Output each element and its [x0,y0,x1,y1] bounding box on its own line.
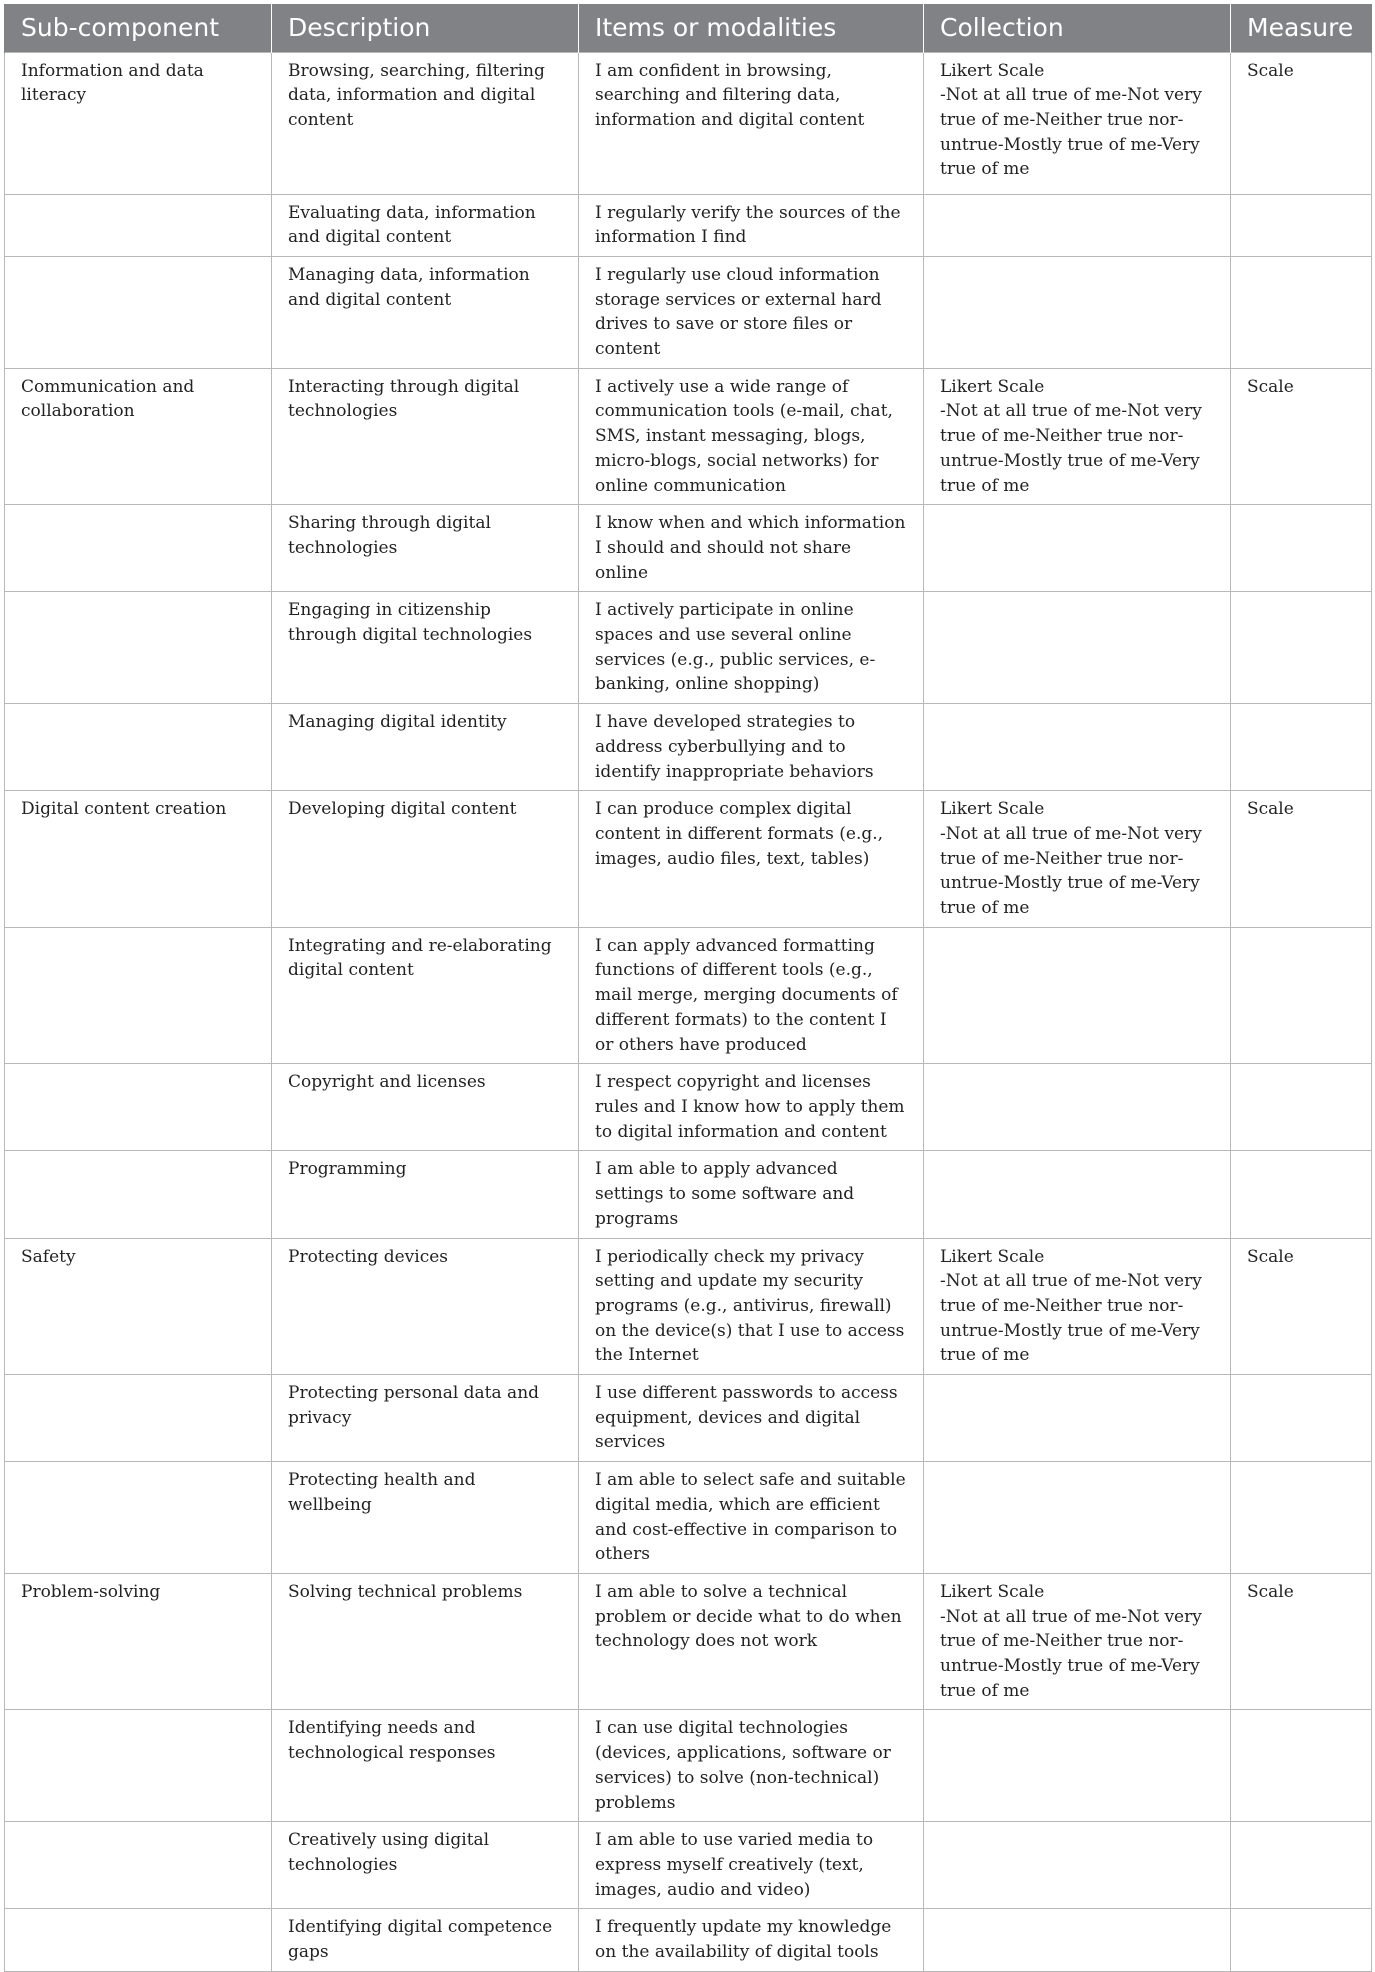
cell-item: I actively participate in online spaces and use several online services (e.g., public services, e-banking, online shopping) [579,592,924,704]
header-sub-component: Sub-component [5,4,272,52]
cell-measure [1231,256,1372,368]
competence-table [4,4,1372,1972]
table-row [5,704,1372,791]
cell-item: I can apply advanced formatting functions of different tools (e.g., mail merge, merging documents of different formats) to the content I or others have produced [579,927,924,1064]
table-header [5,4,1372,52]
cell-collection [924,1064,1231,1151]
cell-description: Programming [272,1151,579,1238]
cell-collection [924,704,1231,791]
cell-measure [1231,1375,1372,1462]
cell-sub-component [5,1710,272,1822]
header-row [5,4,1372,52]
cell-item: I am able to select safe and suitable digital media, which are efficient and cost-effective in comparison to others [579,1462,924,1574]
cell-collection [924,927,1231,1064]
table-row [5,791,1372,928]
table-body [5,52,1372,1971]
cell-description: Sharing through digital technologies [272,505,579,592]
cell-sub-component [5,1462,272,1574]
cell-measure [1231,592,1372,704]
cell-collection: Likert Scale -Not at all true of me-Not very true of me-Neither true nor-untrue-Mostly true of me-Very true of me [924,368,1231,505]
table-row [5,256,1372,368]
cell-description: Evaluating data, information and digital content [272,194,579,256]
cell-measure [1231,1064,1372,1151]
cell-measure: Scale [1231,52,1372,194]
header-description: Description [272,4,579,52]
cell-sub-component [5,1064,272,1151]
table-row [5,194,1372,256]
cell-sub-component [5,256,272,368]
table-row [5,1238,1372,1375]
cell-sub-component [5,1909,272,1971]
cell-collection [924,1822,1231,1909]
header-collection: Collection [924,4,1231,52]
cell-sub-component [5,1375,272,1462]
table-row [5,368,1372,505]
cell-item: I can produce complex digital content in different formats (e.g., images, audio files, text, tables) [579,791,924,928]
cell-measure [1231,505,1372,592]
cell-measure: Scale [1231,368,1372,505]
cell-description: Solving technical problems [272,1573,579,1710]
cell-description: Identifying needs and technological responses [272,1710,579,1822]
cell-sub-component: Problem-solving [5,1573,272,1710]
cell-item: I actively use a wide range of communication tools (e-mail, chat, SMS, instant messaging, blogs, micro-blogs, social networks) for online communication [579,368,924,505]
cell-collection [924,505,1231,592]
cell-measure: Scale [1231,1238,1372,1375]
header-items-or-modalities: Items or modalities [579,4,924,52]
cell-item: I periodically check my privacy setting and update my security programs (e.g., antivirus, firewall) on the device(s) that I use to access the Internet [579,1238,924,1375]
cell-sub-component: Safety [5,1238,272,1375]
cell-description: Integrating and re-elaborating digital content [272,927,579,1064]
cell-description: Engaging in citizenship through digital technologies [272,592,579,704]
cell-item: I have developed strategies to address cyberbullying and to identify inappropriate behaviors [579,704,924,791]
cell-description: Managing data, information and digital content [272,256,579,368]
cell-collection [924,1909,1231,1971]
table-row [5,1462,1372,1574]
cell-sub-component: Communication and collaboration [5,368,272,505]
table-row [5,592,1372,704]
cell-collection [924,1710,1231,1822]
cell-item: I am confident in browsing, searching and filtering data, information and digital content [579,52,924,194]
cell-measure [1231,1909,1372,1971]
cell-item: I frequently update my knowledge on the availability of digital tools [579,1909,924,1971]
cell-sub-component [5,592,272,704]
cell-description: Protecting health and wellbeing [272,1462,579,1574]
cell-description: Protecting personal data and privacy [272,1375,579,1462]
competence-table-container [4,4,1371,1972]
cell-item: I respect copyright and licenses rules and I know how to apply them to digital information and content [579,1064,924,1151]
cell-collection [924,1462,1231,1574]
cell-measure [1231,704,1372,791]
cell-collection: Likert Scale -Not at all true of me-Not very true of me-Neither true nor-untrue-Mostly true of me-Very true of me [924,52,1231,194]
cell-collection [924,592,1231,704]
cell-description: Protecting devices [272,1238,579,1375]
cell-item: I regularly verify the sources of the information I find [579,194,924,256]
cell-sub-component: Digital content creation [5,791,272,928]
cell-item: I use different passwords to access equipment, devices and digital services [579,1375,924,1462]
cell-collection: Likert Scale -Not at all true of me-Not very true of me-Neither true nor-untrue-Mostly true of me-Very true of me [924,791,1231,928]
cell-measure [1231,194,1372,256]
cell-item: I know when and which information I should and should not share online [579,505,924,592]
table-row [5,1822,1372,1909]
cell-item: I am able to apply advanced settings to some software and programs [579,1151,924,1238]
cell-collection [924,1151,1231,1238]
cell-collection: Likert Scale -Not at all true of me-Not very true of me-Neither true nor-untrue-Mostly true of me-Very true of me [924,1238,1231,1375]
cell-item: I am able to solve a technical problem or decide what to do when technology does not work [579,1573,924,1710]
cell-sub-component [5,505,272,592]
table-row [5,927,1372,1064]
cell-sub-component [5,1151,272,1238]
cell-description: Identifying digital competence gaps [272,1909,579,1971]
cell-measure [1231,1151,1372,1238]
cell-collection [924,256,1231,368]
table-row [5,505,1372,592]
cell-description: Copyright and licenses [272,1064,579,1151]
cell-sub-component [5,1822,272,1909]
cell-measure [1231,927,1372,1064]
cell-collection [924,194,1231,256]
table-row [5,52,1372,194]
cell-sub-component [5,704,272,791]
cell-item: I am able to use varied media to express myself creatively (text, images, audio and video) [579,1822,924,1909]
table-row [5,1710,1372,1822]
table-row [5,1375,1372,1462]
cell-measure [1231,1822,1372,1909]
cell-description: Interacting through digital technologies [272,368,579,505]
cell-description: Creatively using digital technologies [272,1822,579,1909]
table-row [5,1151,1372,1238]
cell-collection [924,1375,1231,1462]
cell-measure [1231,1710,1372,1822]
cell-description: Managing digital identity [272,704,579,791]
cell-measure: Scale [1231,791,1372,928]
cell-sub-component [5,194,272,256]
cell-measure: Scale [1231,1573,1372,1710]
cell-item: I regularly use cloud information storage services or external hard drives to save or store files or content [579,256,924,368]
header-measure: Measure [1231,4,1372,52]
table-row [5,1573,1372,1710]
cell-sub-component [5,927,272,1064]
cell-measure [1231,1462,1372,1574]
table-row [5,1064,1372,1151]
cell-sub-component: Information and data literacy [5,52,272,194]
cell-item: I can use digital technologies (devices, applications, software or services) to solve (non-technical) problems [579,1710,924,1822]
cell-description: Developing digital content [272,791,579,928]
table-row [5,1909,1372,1971]
cell-description: Browsing, searching, filtering data, information and digital content [272,52,579,194]
cell-collection: Likert Scale -Not at all true of me-Not very true of me-Neither true nor-untrue-Mostly true of me-Very true of me [924,1573,1231,1710]
